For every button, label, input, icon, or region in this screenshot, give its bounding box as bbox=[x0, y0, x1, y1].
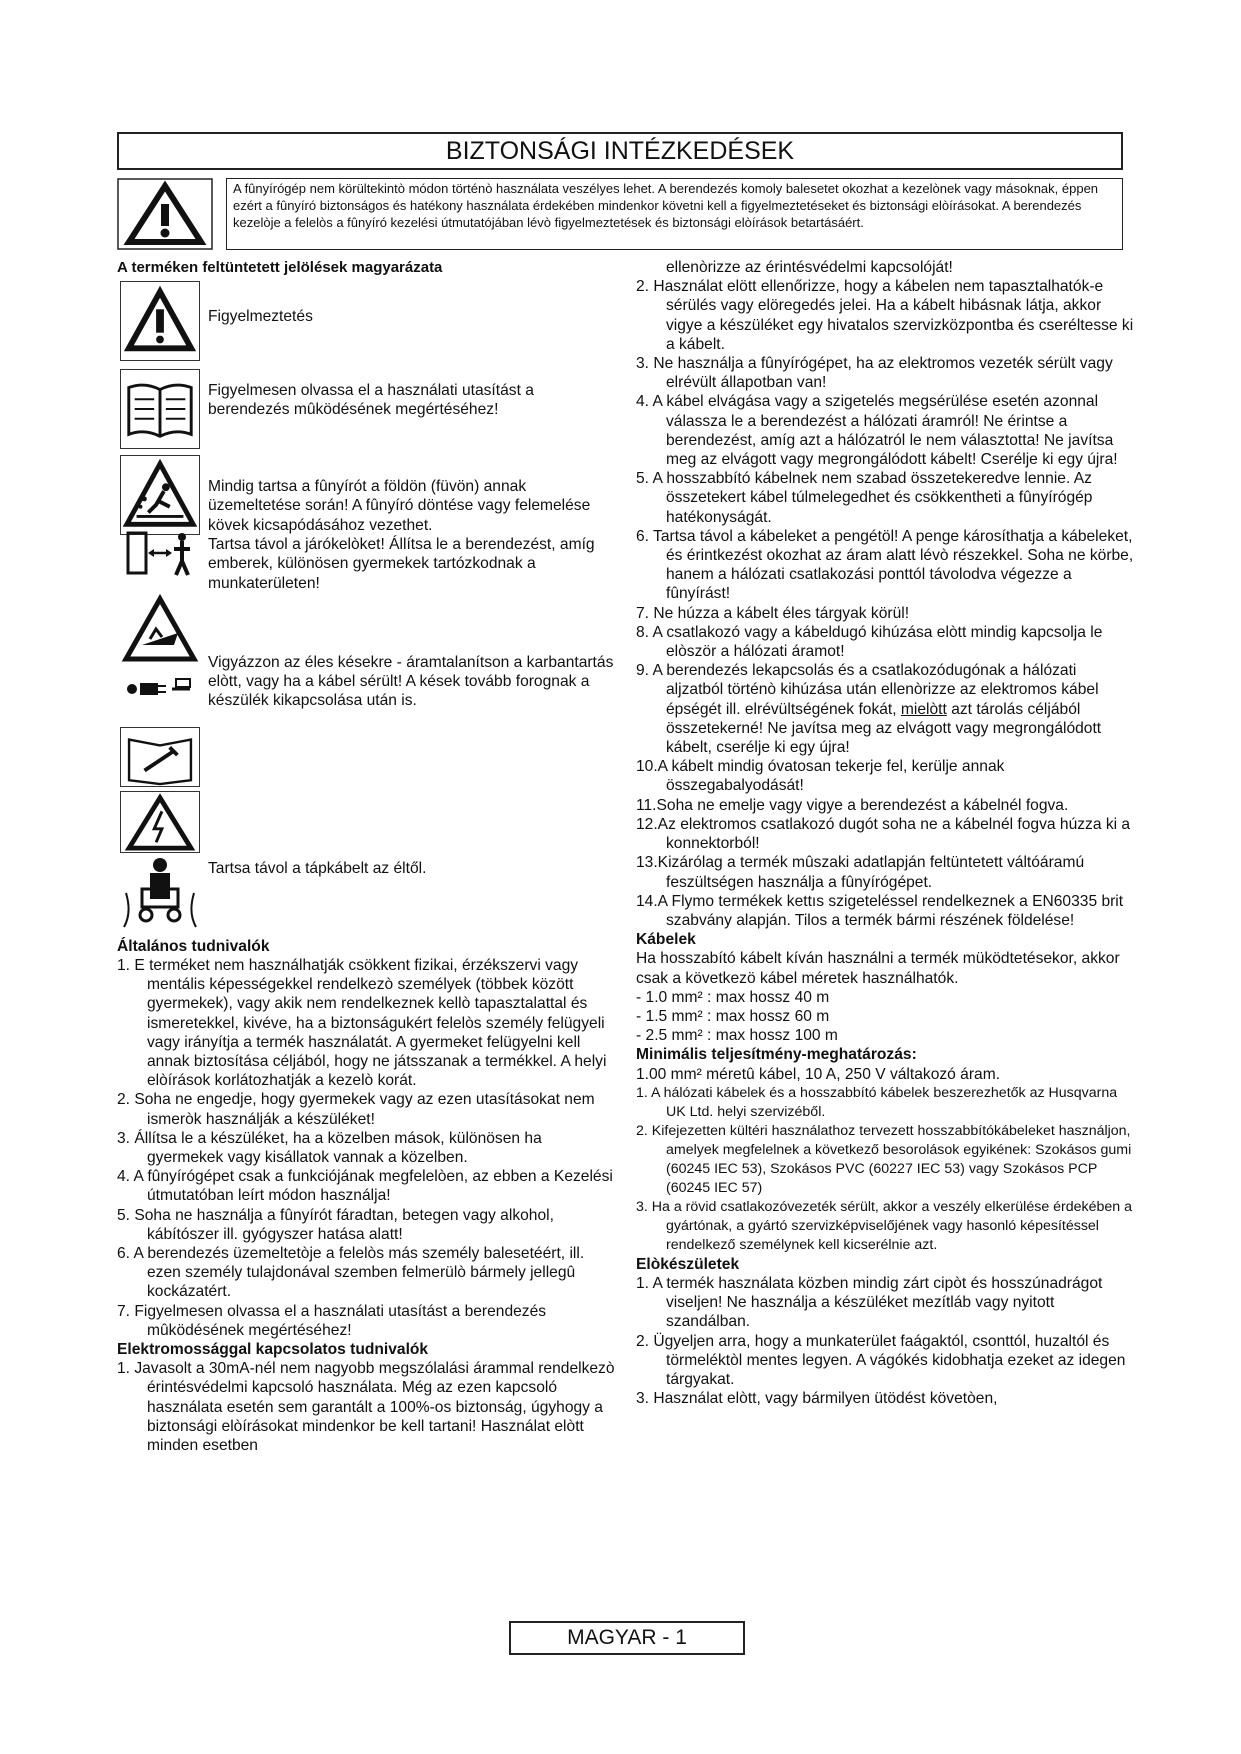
general-item-7: 7. Figyelmesen olvassa el a használati utasítást a berendezés mûködésének megértéséhez! bbox=[117, 1302, 547, 1339]
maintenance-manual-icon bbox=[120, 727, 200, 787]
bystander-distance-icon bbox=[120, 523, 200, 583]
symbol-row-manual bbox=[117, 369, 615, 449]
electric-item-4: 4. A kábel elvágása vagy a szigetelés megsérülése esetén azonnal válassza le a berendezést a hálózati áramról! Ne érintse a berendezést, amíg azt a hálózatról le nem választotta! Ne javítsa meg az elvágott vagy megrongálódott kábelt! Cserélje ki egy újra! bbox=[636, 393, 1118, 469]
warning-triangle-icon bbox=[117, 178, 213, 250]
symbol-text-warning: Figyelmeztetés bbox=[208, 308, 313, 326]
prep-heading: Elòkészületek bbox=[636, 1255, 740, 1273]
electric-item-8: 8. A csatlakozó vagy a kábeldugó kihúzása elòtt mindig kapcsolja le elòször a hálózati áramot! bbox=[636, 623, 1103, 661]
electric-item-9-text-b: azt tárolás céljából összetekerné! Ne javítsa meg az elvágott vagy megrongálódott kábelt, cserélje ki egy újra! bbox=[666, 700, 1102, 757]
electric-item-9 bbox=[636, 661, 1136, 757]
cables-intro: Ha hosszabító kábelt kíván használni a termék müködtetésekor, akkor csak a következö kábel méretek használhatók. bbox=[636, 950, 1120, 987]
page-footer: MAGYAR - 1 bbox=[509, 1621, 745, 1655]
cable-icons-group bbox=[117, 791, 200, 931]
electric-item-11: 11.Soha ne emelje vagy vigye a berendezést a kábelnél fogva. bbox=[636, 796, 1069, 814]
prep-item-3: 3. Használat elòtt, vagy bármilyen ütödést követòen, bbox=[636, 1390, 998, 1408]
cable-size-2: - 1.5 mm² : max hossz 60 m bbox=[636, 1007, 830, 1025]
symbols-heading: A terméken feltüntetett jelölések magyarázata bbox=[117, 259, 443, 276]
electric-item-6: 6. Tartsa távol a kábeleket a pengétöl! A penge károsíthatja a kábeleket, és érintkezést okozhat az áram alatt lévò részekkel. Soha ne körbe, hanem a hálózati csatlakozási ponttól távolodva végezze a fûnyírást! bbox=[636, 527, 1134, 603]
general-list bbox=[117, 956, 615, 1340]
unplug-icon bbox=[120, 667, 200, 727]
electric-item-1: 1. Javasolt a 30mA-nél nem nagyobb megszólalási árammal rendelkezò érintésvédelmi kapcsoló használata. Még az ezen kapcsoló használata esetén sem garantált a 100%-os biztonság, úgyhogy a biztonsági elòírásokat mindenkor be kell tartani! Használat elòtt minden esetben bbox=[117, 1360, 615, 1455]
electric-item-2: 2. Használat elött ellenőrizze, hogy a kábelen nem tapasztalhatók-e sérülés vagy elöregedés jelei. Ha a kábelt hibásnak látja, akkor vigye a készüléket egy hivatalos szervizközpontba és cseréltesse ki a kábelt. bbox=[636, 278, 1134, 353]
electric-item-12: 12.Az elektromos csatlakozó dugót soha ne a kábelnél fogva húzza ki a konnektorból! bbox=[636, 815, 1131, 853]
blade-icons-group bbox=[117, 593, 200, 787]
min-spec-item-3: 3. Ha a rövid csatlakozóvezeték sérült, akkor a veszély elkerülése érdekében a gyártónak, a gyártó szervizképviselőjének vagy hasonló képesítéssel rendelkező személynek kell kicserélnie azt. bbox=[636, 1198, 1133, 1253]
page-title: BIZTONSÁGI INTÉZKEDÉSEK bbox=[117, 132, 1123, 170]
symbol-row-cable bbox=[117, 791, 615, 931]
general-heading: Általános tudnivalók bbox=[117, 937, 270, 955]
electric-heading: Elektromossággal kapcsolatos tudnivalók bbox=[117, 1341, 429, 1359]
symbol-text-bystanders: Tartsa távol a járókelòket! Állítsa le a berendezést, amíg emberek, különösen gyermekek tartózkodnak a munkaterületen! bbox=[208, 536, 595, 592]
symbol-text-ground: Mindig tartsa a fûnyírót a földön (füvön) annak üzemeltetése során! A fûnyíró döntése vagy felemelése kövek kicsapódásához vezethet. bbox=[208, 478, 591, 534]
symbol-row-blades bbox=[117, 593, 615, 787]
general-item-6: 6. A berendezés üzemeltetòje a felelòs más személy balesetéért, ill. ezen személy tulajdonával szemben felmerülò bármely jellegû kockázatért. bbox=[117, 1245, 585, 1301]
cable-size-3: - 2.5 mm² : max hossz 100 m bbox=[636, 1027, 838, 1045]
symbol-text-cable: Tartsa távol a tápkábelt az éltől. bbox=[208, 859, 427, 877]
general-item-5: 5. Soha ne használja a fûnyírót fáradtan, betegen vagy alkohol, kábítószer ill. gyógyszer hatása alatt! bbox=[117, 1206, 554, 1243]
intro-section bbox=[117, 178, 1123, 250]
cables-heading: Kábelek bbox=[636, 931, 696, 949]
electric-item-10: 10.A kábelt mindig óvatosan tekerje fel, kerülje annak összegabalyodását! bbox=[636, 758, 1005, 795]
prep-item-1: 1. A termék használata közben mindig zárt cipòt és hosszúnadrágot viseljen! Ne használja a készüléket mezítláb vagy nyitott szandálban. bbox=[636, 1274, 1103, 1331]
electric-item-1-continued: ellenòrizze az érintésvédelmi kapcsolóját! bbox=[666, 259, 953, 276]
symbol-text-manual: Figyelmesen olvassa el a használati utasítást a berendezés mûködésének megértéséhez! bbox=[208, 382, 534, 419]
symbol-row-bystanders bbox=[117, 523, 615, 593]
electric-item-7: 7. Ne húzza a kábelt éles tárgyak körül! bbox=[636, 604, 910, 622]
cable-size-1: - 1.0 mm² : max hossz 40 m bbox=[636, 988, 830, 1006]
min-spec-item-2: 2. Kifejezetten kültéri használathoz tervezett hosszabbítókábeleket használjon, amelyek megfelelnek a következő besorolások egyikének: Szokásos gumi (60245 IEC 53), Szokásos PVC (60227 IEC 53) vagy Szokásos PCP (60245 IEC 57) bbox=[636, 1122, 1132, 1196]
min-spec-item-1: 1. A hálózati kábelek és a hosszabbító kábelek beszerezhetők az Husqvarna UK Ltd. helyi szervizéből. bbox=[636, 1084, 1118, 1120]
general-item-2: 2. Soha ne engedje, hogy gyermekek vagy az ezen utasításokat nem ismeròk használják a készüléket! bbox=[117, 1091, 595, 1128]
warning-icon bbox=[120, 281, 200, 361]
electric-item-9-text-a: 9. A berendezés lekapcsolás és a csatlakozódugónak a hálózati aljzatból történò kihúzása után ellenòrizze az elektromos kábel épségét ill. elrévültségének fokát, bbox=[636, 662, 1099, 718]
electric-hazard-icon bbox=[120, 791, 200, 853]
manual-book-icon bbox=[120, 369, 200, 449]
min-spec-text: 1.00 mm² méretû kábel, 10 A, 250 V váltakozó áram. bbox=[636, 1065, 1001, 1083]
min-spec-heading: Minimális teljesítmény-meghatározás: bbox=[636, 1046, 917, 1064]
sharp-blade-icon bbox=[120, 593, 200, 667]
right-column bbox=[636, 258, 1136, 1408]
keep-cable-away-icon bbox=[120, 853, 200, 931]
general-item-3: 3. Állítsa le a készüléket, ha a közelben mások, különösen ha gyermekek vagy kisállatok vannak a közelben. bbox=[117, 1129, 542, 1167]
symbol-text-blades: Vigyázzon az éles késekre - áramtalanítson a karbantartás elòtt, vagy ha a kábel sérült! A kések tovább forognak a készülék kikapcsolása után is. bbox=[208, 653, 614, 710]
electric-item-13: 13.Kizárólag a termék mûszaki adatlapján feltüntetett váltóáramú feszültségen használja a fûnyírógépet. bbox=[636, 854, 1085, 891]
prep-item-2: 2. Ügyeljen arra, hogy a munkaterület faágaktól, csonttól, huzaltól és törmeléktòl mentes legyen. A vágókés kidobhatja ezeket az idegen tárgyakat. bbox=[636, 1332, 1126, 1388]
electric-item-5: 5. A hosszabbító kábelnek nem szabad összetekeredve lennie. Az összetekert kábel túlmelegedhet és csökkentheti a fûnyírógép hatékonyságát. bbox=[636, 470, 1093, 526]
electric-item-9-underlined: mielòtt bbox=[900, 700, 947, 718]
electric-item-14: 14.A Flymo termékek kettıs szigeteléssel rendelkeznek a EN60335 brit szabvány alapján. Tilos a termék bármi részének földelése! bbox=[636, 892, 1124, 929]
left-column bbox=[117, 258, 615, 1455]
symbol-row-warning bbox=[117, 281, 615, 361]
general-item-1: 1. E terméket nem használhatják csökkent fizikai, érzékszervi vagy mentális képességekkel rendelkezò személyek (többek között gyermekek), vagy akik nem rendelkeznek kellò tapasztalattal és ismeretekkel, kivéve, ha a biztonságukért felelòs személy felügyeli vagy irányítja a termék használatát. A gyermeket felügyelni kell annak biztosítása céljából, hogy ne játsszanak a termékkel. A helyi elòírások korlátozhatják a kezelò korát. bbox=[117, 957, 607, 1090]
electric-item-3: 3. Ne használja a fûnyírógépet, ha az elektromos vezeték sérült vagy elrévült állapotban van! bbox=[636, 355, 1113, 392]
intro-warning-text: A fûnyírógép nem körültekintò módon történò használata veszélyes lehet. A berendezés komoly balesetet okozhat a kezelònek vagy másoknak, éppen ezért a fûnyíró biztonságos és hatékony használata érdekében mindenkor követni kell a figyelmeztetéseket és biztonsági elòírásokat. A berendezés kezelòje a felelòs a fûnyíró kezelési útmutatójában lévò figyelmeztetések és biztonsági elòírások betartásáért. bbox=[226, 178, 1123, 250]
general-item-4: 4. A fûnyírógépet csak a funkciójának megfelelòen, az ebben a Kezelési útmutatóban leírt módon használja! bbox=[117, 1168, 613, 1205]
